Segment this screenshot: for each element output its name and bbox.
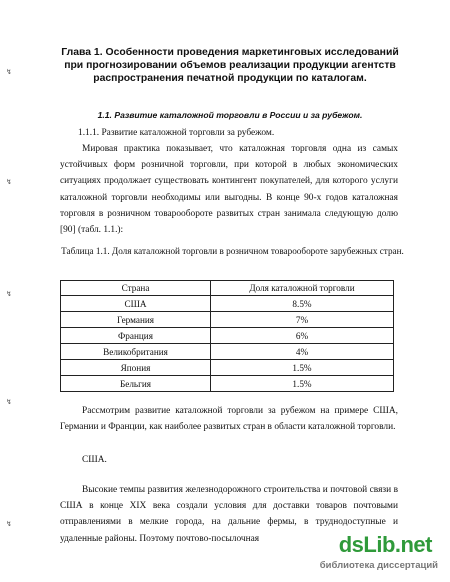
paragraph: Высокие темпы развития железнодорожного строительства и почтовой связи в США в конце XIX века создали условия для доставки товаров почтовыми отправлениями в мелкие города, на дальние фермы, в труднодоступные и удаленные районы. Поэтому почтово-посылочная bbox=[60, 485, 398, 544]
table-cell-country: Великобритания bbox=[61, 344, 211, 360]
watermark-subtitle: библиотека диссертаций bbox=[319, 560, 438, 571]
table-row bbox=[61, 296, 394, 312]
table-caption: Таблица 1.1. Доля каталожной торговли в розничном товарообороте зарубежных стран. bbox=[61, 246, 404, 256]
table-cell-country: Бельгия bbox=[61, 376, 211, 392]
scan-margin-mark: ↯ bbox=[6, 520, 12, 528]
table-cell-share: 7% bbox=[211, 312, 394, 328]
column-header-share: Доля каталожной торговли bbox=[211, 281, 394, 296]
table-cell-share: 1.5% bbox=[211, 360, 394, 376]
table-row bbox=[61, 360, 394, 376]
scan-margin-mark: ↯ bbox=[6, 398, 12, 406]
table-header-row bbox=[61, 281, 394, 296]
table-cell-share: 1.5% bbox=[211, 376, 394, 392]
scan-margin-mark: ↯ bbox=[6, 68, 12, 76]
table-cell-share: 4% bbox=[211, 344, 394, 360]
section-title: 1.1. Развитие каталожной торговли в России и за рубежом. bbox=[97, 110, 363, 120]
table-cell-country: США bbox=[61, 296, 211, 312]
paragraph: Мировая практика показывает, что каталожная торговля одна из самых устойчивых форм розничной торговли, при которой в любых экономических ситуациях продолжает существовать контингент покупателей, для которого услуги каталожной торговли необходимы или выгодны. В конце 90-х годов каталожная торговля в розничном товарообороте развитых стран занимала следующую долю [90] (табл. 1.1.): bbox=[60, 144, 398, 236]
scan-margin-mark: ↯ bbox=[6, 290, 12, 298]
dslib-watermark[interactable] bbox=[270, 532, 440, 576]
table-cell-country: Япония bbox=[61, 360, 211, 376]
table-row bbox=[61, 312, 394, 328]
watermark-logo: dsLib.net bbox=[338, 532, 432, 557]
scan-margin-mark: ↯ bbox=[6, 178, 12, 186]
table-row bbox=[61, 344, 394, 360]
subsection-title: 1.1.1. Развитие каталожной торговли за рубежом. bbox=[78, 128, 275, 138]
catalog-share-table bbox=[60, 280, 394, 392]
paragraph: США. bbox=[82, 455, 107, 465]
table-row bbox=[61, 328, 394, 344]
table-row bbox=[61, 376, 394, 392]
table-cell-share: 6% bbox=[211, 328, 394, 344]
column-header-country: Страна bbox=[61, 281, 211, 296]
paragraph: Рассмотрим развитие каталожной торговли за рубежом на примере США, Германии и Франции, как наиболее развитых стран в области каталожной торговли. bbox=[60, 406, 398, 433]
table-cell-country: Франция bbox=[61, 328, 211, 344]
table-cell-share: 8.5% bbox=[211, 296, 394, 312]
chapter-title: Глава 1. Особенности проведения маркетинговых исследований при прогнозировании объемов реализации продукции агентств распространения печатной продукции по каталогам. bbox=[61, 47, 399, 84]
table-cell-country: Германия bbox=[61, 312, 211, 328]
